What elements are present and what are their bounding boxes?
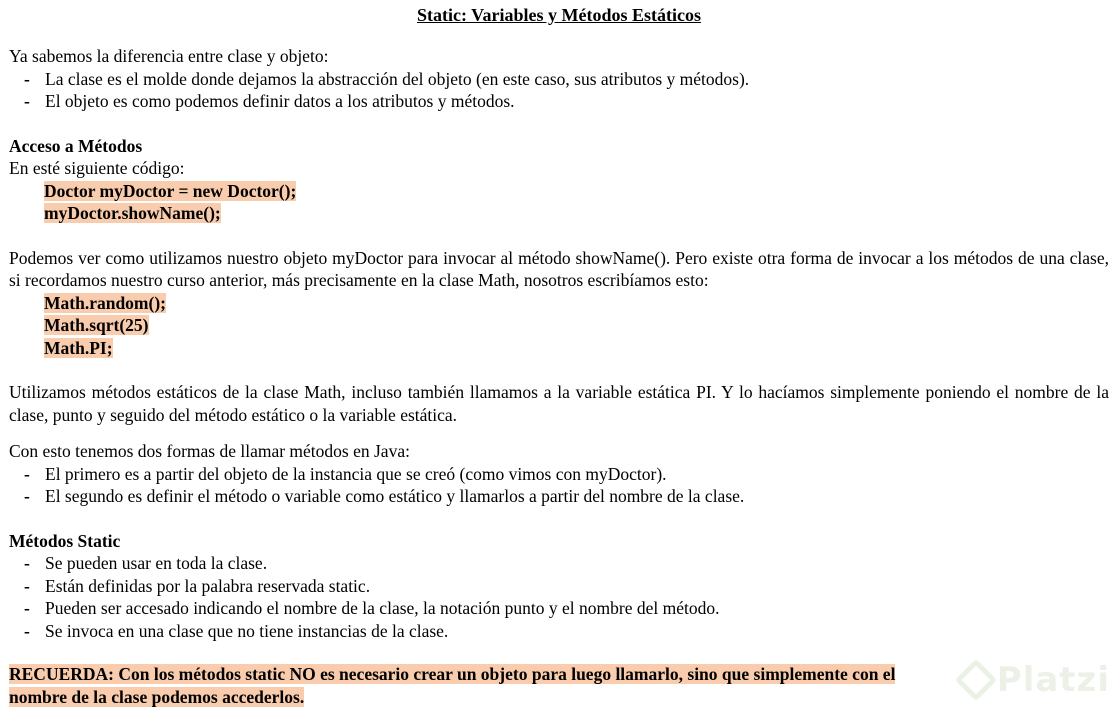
intro-text: Ya sabemos la diferencia entre clase y objeto:	[9, 46, 329, 66]
code-line: Math.random();	[44, 292, 166, 313]
platzi-watermark	[961, 660, 1110, 700]
list-item: - El primero es a partir del objeto de la instancia que se creó (como vimos con myDoctor).	[20, 463, 1109, 486]
code-block-math	[9, 292, 1109, 360]
list-item: - El objeto es como podemos definir datos a los atributos y métodos.	[20, 90, 1109, 113]
code-block-doctor	[9, 180, 1109, 225]
math-paragraph: Podemos ver como utilizamos nuestro objeto myDoctor para invocar al método showName(). Pero existe otra forma de invocar a los métodos de una clase, si recordamos nuestro curso anterior, más precisamente en la clase Math, nosotros escribíamos esto:	[9, 247, 1109, 290]
intro-list	[9, 68, 1109, 113]
static-list	[9, 552, 1109, 642]
recuerda-line-1: RECUERDA: Con los métodos static NO es necesario crear un objeto para luego llamarlo, sino que simplemente con el	[9, 664, 896, 684]
code-line: myDoctor.showName();	[44, 203, 221, 223]
list-item: - Están definidas por la palabra reservada static.	[20, 575, 1109, 598]
utilizamos-paragraph: Utilizamos métodos estáticos de la clase Math, incluso también llamamos a la variable estática PI. Y lo hacíamos simplemente poniendo el nombre de la clase, punto y seguido del método estático o la variable estática.	[9, 382, 1109, 425]
list-item: - Se invoca en una clase que no tiene instancias de la clase.	[20, 620, 1109, 643]
formas-text: Con esto tenemos dos formas de llamar métodos en Java:	[9, 441, 410, 461]
list-item: - Pueden ser accesado indicando el nombre de la clase, la notación punto y el nombre del método.	[20, 597, 1109, 620]
code-line: Doctor myDoctor = new Doctor();	[44, 180, 297, 201]
formas-list	[9, 463, 1109, 508]
watermark-text: Platzi	[996, 660, 1110, 700]
code-line: Math.sqrt(25)	[44, 315, 149, 335]
document-page	[9, 4, 1109, 709]
platzi-logo-icon	[955, 659, 997, 701]
section-heading-static: Métodos Static	[9, 530, 121, 551]
list-item: - La clase es el molde donde dejamos la abstracción del objeto (en este caso, sus atributos y métodos).	[20, 68, 1109, 91]
list-item: - Se pueden usar en toda la clase.	[20, 552, 1109, 575]
acceso-text: En esté siguiente código:	[9, 158, 185, 178]
code-line: Math.PI;	[44, 337, 113, 358]
page-title: Static: Variables y Métodos Estáticos	[417, 5, 701, 25]
recuerda-line-2: nombre de la clase podemos accederlos.	[9, 687, 305, 707]
list-item: - El segundo es definir el método o variable como estático y llamarlos a partir del nombre de la clase.	[20, 485, 1109, 508]
recuerda-callout	[9, 663, 1069, 709]
section-heading-acceso: Acceso a Métodos	[9, 135, 143, 156]
